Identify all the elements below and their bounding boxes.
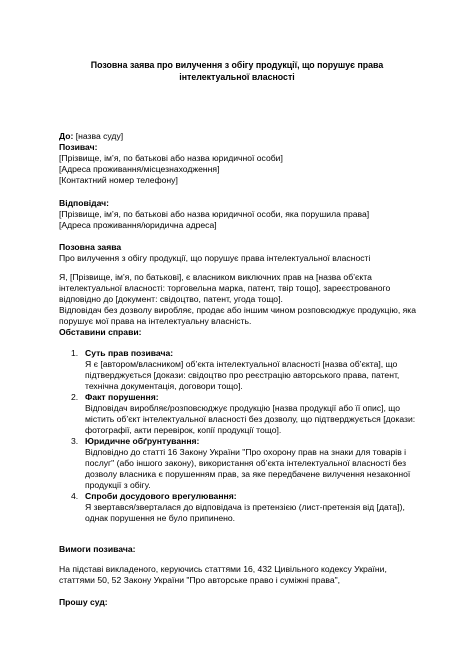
plaintiff-phone: [Контактний номер телефону] [59, 175, 178, 185]
plaintiff-name: [Прізвище, ім’я, по батькові або назва юридичної особи] [59, 153, 283, 163]
plaintiff-label: Позивач: [59, 142, 98, 152]
circumstances-list [59, 348, 421, 524]
paragraph-violation: Відповідач без дозволу виробляє, продає або іншим чином розповсюджує продукцію, яка порушує мої права на інтелектуальну власність. [59, 305, 416, 326]
item-heading: Спроби досудового врегулювання: [85, 491, 237, 501]
item-heading: Юридичне обґрунтування: [85, 436, 200, 446]
item-number: 2. [71, 392, 79, 402]
to-value: [назва суду] [73, 131, 124, 141]
court-block [59, 131, 421, 186]
item-body: Відповідач виробляє/розповсюджує продукцію [назва продукції або її опис], що містить об’єкт інтелектуальної власності без дозволу, що підтверджується [докази: фотографії, акти перевірок, копії продукції тощо]. [85, 403, 416, 435]
court-request-label: Прошу суд: [59, 597, 108, 607]
item-body: Я є [автором/власником] об’єкта інтелектуальної власності [назва об’єкта], що підтверджується [докази: свідоцтво про реєстрацію авторського права, патент, технічна документація, договори тощо]. [85, 359, 400, 391]
requirements-text: На підставі викладеного, керуючись статтями 16, 432 Цивільного кодексу України, статтями 50, 52 Закону України "Про авторське право і суміжні права", [59, 564, 387, 585]
claim-text: Про вилучення з обігу продукції, що порушує права інтелектуальної власності [59, 253, 371, 263]
item-body: Відповідно до статті 16 Закону України "Про охорону прав на знаки для товарів і послуг" (або іншого закону), використання об’єкта інтелектуальної власності без дозволу власника є порушенням прав, за яке передбачене вилучення незаконної продукції з обігу. [85, 447, 411, 490]
defendant-block [59, 198, 421, 231]
item-number: 4. [71, 491, 79, 501]
requirements-label: Вимоги позивача: [59, 544, 136, 554]
title-line-2: інтелектуальної власності [179, 72, 295, 82]
plaintiff-address: [Адреса проживання/місцезнаходження] [59, 164, 220, 174]
item-body: Я звертався/зверталася до відповідача із претензією (лист-претензія від [дата]), однак порушення не було припинено. [85, 502, 405, 523]
claim-block [59, 242, 421, 264]
to-label: До: [59, 131, 74, 141]
list-item [59, 436, 421, 491]
document-title [40, 59, 434, 83]
item-number: 1. [71, 348, 79, 358]
claim-label: Позовна заява [59, 242, 122, 252]
paragraph-ownership: Я, [Прізвище, ім’я, по батькові], є власником виключних прав на [назва об’єкта інтелектуальної власності: торговельна марка, патент, твір тощо], зареєстрованого відповідно до [документ: свідоцтво, патент, угода тощо]. [59, 272, 391, 304]
list-item [59, 348, 421, 392]
list-item [59, 491, 421, 524]
defendant-name: [Прізвище, ім’я, по батькові або назва юридичної особи, яка порушила права] [59, 209, 370, 219]
title-line-1: Позовна заява про вилучення з обігу продукції, що порушує права [90, 60, 384, 70]
circumstances-label: Обставини справи: [59, 327, 142, 337]
item-number: 3. [71, 436, 79, 446]
list-item [59, 392, 421, 436]
item-heading: Факт порушення: [85, 392, 159, 402]
defendant-address: [Адреса проживання/юридична адреса] [59, 220, 217, 230]
item-heading: Суть прав позивача: [85, 348, 174, 358]
defendant-label: Відповідач: [59, 198, 110, 208]
